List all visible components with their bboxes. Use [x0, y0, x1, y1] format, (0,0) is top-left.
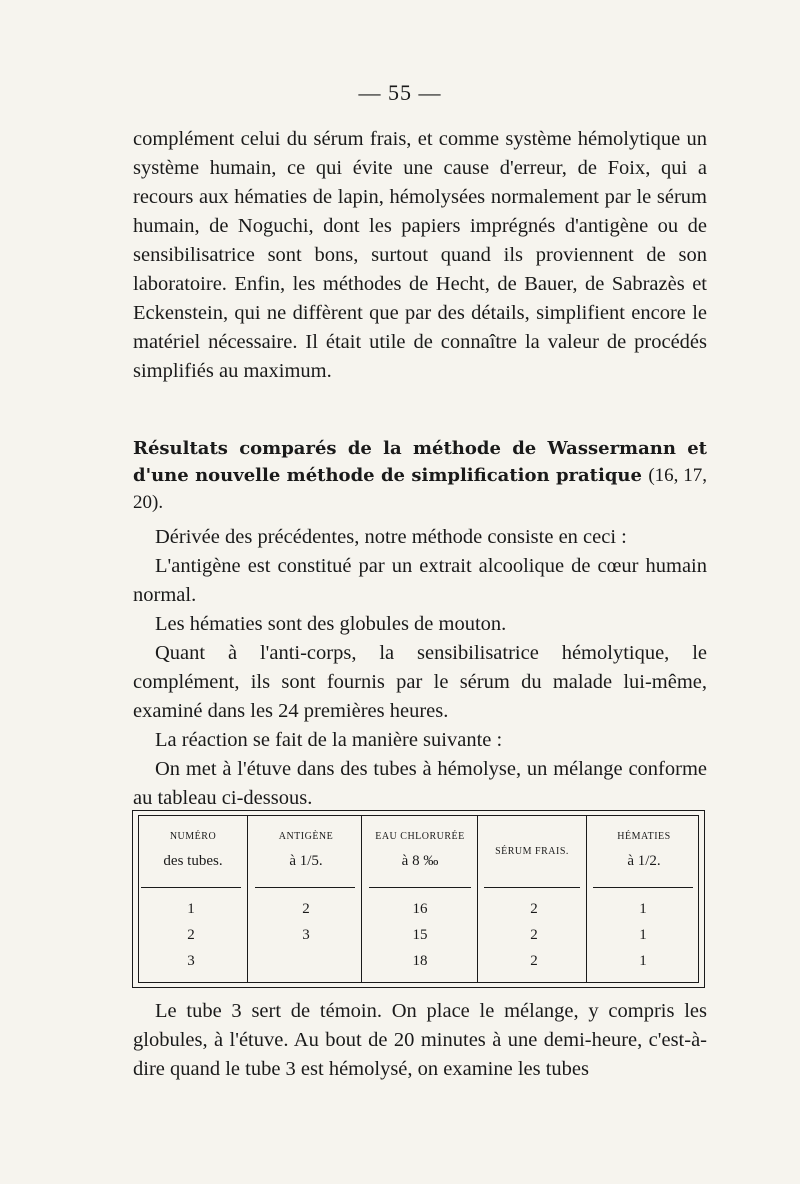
paragraph-text: Quant à l'anti-corps, la sensibilisatrice hémolytique, le complément, ils sont fournis par le sérum du malade lui-même, examiné dans les 24 premières heures.: [133, 642, 707, 722]
paragraph-text: La réaction se fait de la manière suivante :: [155, 729, 503, 751]
table-cell: 2: [530, 927, 538, 943]
table-cell: 18: [412, 953, 428, 969]
column-header-antigen: ANTIGÈNE: [278, 831, 334, 842]
paragraph-text: L'antigène est constitué par un extrait alcoolique de cœur humain normal.: [133, 555, 707, 606]
table-cell: 1: [187, 901, 195, 917]
paragraph-text: Le tube 3 sert de témoin. On place le mélange, y compris les globules, à l'étuve. Au bout de 20 minutes à une demi-heure, c'est-à-dire quand le tube 3 est hémolysé, on examine les tubes: [133, 1000, 707, 1080]
column-header-number: NUMÉRO: [169, 831, 217, 842]
column-subheader-saline: à 8 ‰: [401, 853, 439, 869]
paragraph-text: Les hématies sont des globules de mouton.: [155, 613, 507, 635]
paragraph-text: complément celui du sérum frais, et comme système hémolytique un système humain, ce qui évite une cause d'erreur, de Foix, qui a recours aux hématies de lapin, hémolysées normalement par le sérum humain, de Noguchi, dont les papiers imprégnés d'antigène ou de sensibilisatrice sont bons, surtout quand ils proviennent de son laboratoire. Enfin, les méthodes de Hecht, de Bauer, de Sabrazès et Eckenstein, qui ne diffèrent que par des détails, simplifient encore le matériel nécessaire. Il était utile de connaître la valeur de procédés simplifiés au maximum.: [133, 128, 707, 382]
column-divider: [247, 815, 248, 983]
paragraph-procedure: [133, 997, 707, 1084]
paragraph-intro: [133, 125, 707, 386]
header-rule: [369, 887, 471, 888]
table-cell: 16: [412, 901, 428, 917]
column-header-hematies: HÉMATIES: [617, 831, 671, 842]
table-cell: 1: [639, 953, 647, 969]
table-cell: 3: [187, 953, 195, 969]
table-cell: 3: [302, 927, 310, 943]
page-number: — 55 —: [358, 80, 442, 105]
mixture-table: [132, 810, 705, 988]
column-divider: [361, 815, 362, 983]
paragraph-text: On met à l'étuve dans des tubes à hémolyse, un mélange conforme au tableau ci-dessous.: [133, 758, 707, 809]
header-rule: [593, 887, 693, 888]
column-subheader-antigen: à 1/5.: [289, 853, 323, 869]
table-cell: 1: [639, 901, 647, 917]
table-cell: 2: [302, 901, 310, 917]
header-rule: [141, 887, 241, 888]
table-cell: 2: [530, 953, 538, 969]
header-rule: [255, 887, 355, 888]
column-header-serum: SÉRUM FRAIS.: [495, 846, 569, 857]
column-divider: [586, 815, 587, 983]
column-header-saline: EAU CHLORURÉE: [375, 831, 465, 842]
section-heading-refs: (16, 17, 20).: [133, 465, 707, 513]
table-cell: 2: [187, 927, 195, 943]
section-heading: [133, 435, 707, 516]
section-heading-title: Résultats comparés de la méthode de Wassermann et d'une nouvelle méthode de simplification pratique: [133, 438, 707, 486]
table-cell: 2: [530, 901, 538, 917]
column-divider: [477, 815, 478, 983]
column-subheader-hematies: à 1/2.: [627, 853, 661, 869]
paragraph-text: Dérivée des précédentes, notre méthode consiste en ceci :: [155, 526, 627, 548]
column-subheader-number: des tubes.: [163, 853, 223, 869]
table-cell: 15: [412, 927, 428, 943]
method-description: [133, 523, 707, 813]
header-rule: [484, 887, 580, 888]
table-cell: 1: [639, 927, 647, 943]
